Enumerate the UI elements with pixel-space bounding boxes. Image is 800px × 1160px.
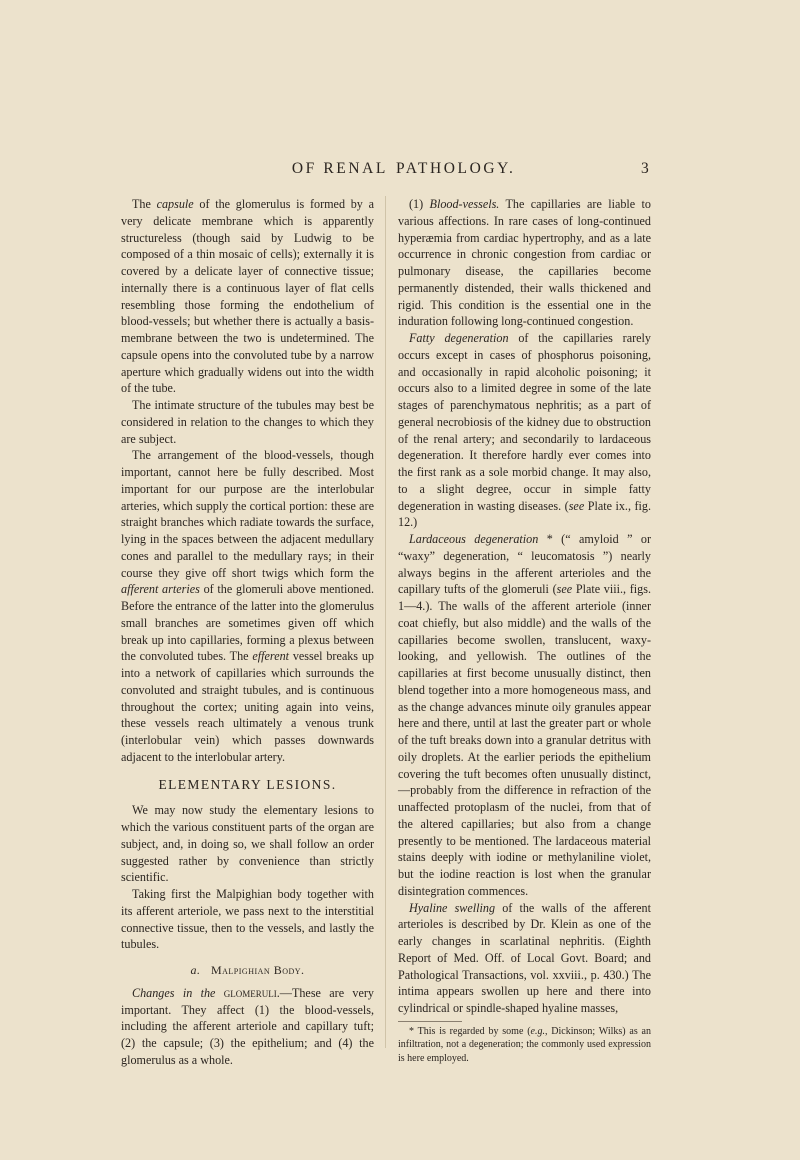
italic-term: capsule — [156, 197, 194, 211]
column-divider — [385, 196, 386, 1048]
paragraph-study-lesions: We may now study the elementary lesions to which the various constituent parts of the organ are subject, and, in doing so, we shall follow an order suggested rather by convenience than strictly scientific. — [121, 803, 374, 885]
footnote-rule — [398, 1021, 462, 1022]
section-heading: ELEMENTARY LESIONS. — [158, 776, 337, 792]
paragraph-fatty-degeneration: Fatty degeneration of the capillaries rarely occurs except in cases of phosphorus poisoning, and occasionally in rapid alcoholic poisoning; it occurs also to a limited degree in some of the late stages of parenchymatous nephritis; as a part of general necrobiosis of the kidney due to obstruction of the renal artery; and secondarily to lardaceous degeneration. It therefore hardly ever comes into the first rank as a sole morbid change. It may also, to a slight degree, occur in simple fatty degeneration in wasting diseases. (see Plate ix., fig. 12.) — [398, 331, 651, 530]
italic-term: Fatty degeneration — [409, 331, 509, 345]
subsection-title: Malpighian Body. — [210, 963, 305, 977]
italic-term: Hyaline swelling — [409, 900, 496, 915]
paragraph-capillaries: (1) Blood-vessels. The capillaries are liable to various affections. In rare cases of long-continued hyperæmia from cardiac hypertrophy, and as a late occurrence in chronic congestion from cardiac or pulmonary disease, the capillaries become permanently distended, their walls thickened and rigid. This condition is the essential one in the induration following long-continued congestion. — [398, 197, 651, 329]
paragraph-order: Taking first the Malpighian body together with its afferent arteriole, we pass next to the interstitial connective tissue, then to the vessels, and lastly the tubules. — [121, 887, 374, 952]
running-head — [0, 160, 800, 184]
paragraph-capsule: The capsule of the glomerulus is formed by a very delicate membrane which is apparently structureless (though said by Ludwig to be composed of a thin mosaic of cells); externally it is covered by a delicate layer of connective tissue; internally there is a continuous layer of flat cells resembling those forming the endothelium of blood-vessels; but whether there is actually a basis-membrane between the two is undetermined. The capsule opens into the convoluted tube by a narrow aperture which gradually widens out into the width of the tube. — [121, 197, 374, 396]
paragraph-lardaceous-degeneration: Lardaceous degeneration * (“ amyloid ” or “waxy” degeneration, “ leucomatosis ”) nearly always begins in the afferent arterioles and the capillary tufts of the glomeruli (see Plate viii., figs. 1—4.). The walls of the afferent arteriole (inner coat chiefly, but also middle) and the walls of the capillaries become swollen, translucent, waxy-looking, and yellowish. The outlines of the capillaries at first become unusually distinct, then blend together into a more homogeneous mass, and as the change advances minute oily granules appear here and there, until at last the greater part or whole of the tuft breaks down into a granular detritus with oily droplets. At the earlier periods the epithelium covering the tuft becomes often unusually distinct,—probably from the difference in refraction of the unaffected protoplasm of the nuclei, from that of the altered capillaries; but also from a change presently to be mentioned. The lardaceous material stains deeply with iodine or methylaniline violet, but the iodine reaction is lost when the granular disintegration commences. — [398, 532, 652, 898]
paragraph-glomeruli-changes: Changes in the glomeruli.—These are very important. They affect (1) the blood-vessels, including the afferent arteriole and capillary tuft; (2) the capsule; (3) the epithelium; and (4) the glomerulus as a whole. — [121, 985, 374, 1067]
page-number: 3 — [641, 160, 649, 177]
right-column — [398, 196, 651, 1066]
paragraph-tubules: The intimate structure of the tubules may best be considered in relation to the changes to which they are subject. — [121, 398, 374, 446]
paragraph-blood-vessels: The arrangement of the blood-vessels, though important, cannot here be fully described. Most important for our purpose are the interlobular arteries, which supply the cortical portion: these are straight branches which radiate towards the surface, lying in the spaces between the adjacent medullary cones and parallel to the medullary rays; in their course they give off short twigs which form the afferent arteries of the glomeruli above mentioned. Before the entrance of the latter into the glomerulus small branches are sometimes given off which break up into capillaries, forming a plexus between the convoluted tubes. The efferent vessel breaks up into a network of capillaries which surrounds the convoluted and straight tubules, and is continuous throughout the cortex; uniting again into veins, these vessels reach ultimately a venous trunk (interlobular vein) which passes downwards adjacent to the interlobular artery. — [121, 448, 374, 764]
italic-term: efferent — [252, 649, 290, 664]
italic-term: Blood-vessels. — [429, 197, 500, 211]
running-head-right: PATHOLOGY. — [396, 160, 516, 177]
left-column — [121, 196, 374, 1069]
subsection-letter: a. — [190, 963, 201, 977]
running-head-left: OF RENAL — [291, 160, 388, 177]
italic-term: afferent arteries — [121, 582, 200, 597]
footnote: * This is regarded by some (e.g., Dickinson; Wilks) as an infiltration, not a degeneration; the commonly used expression is here employed. — [398, 1025, 652, 1064]
paragraph-hyaline-swelling: Hyaline swelling of the walls of the afferent arterioles is described by Dr. Klein as one of the early changes in scarlatinal nephritis. (Eighth Report of Med. Off. of Local Govt. Board; and Pathological Transactions, vol. xxviii., p. 430.) The intima appears swollen up here and there into cylindrical or spindle-shaped hyaline masses, — [398, 900, 652, 1015]
subsection-heading — [121, 962, 374, 979]
italic-term: Lardaceous degeneration — [409, 532, 539, 546]
